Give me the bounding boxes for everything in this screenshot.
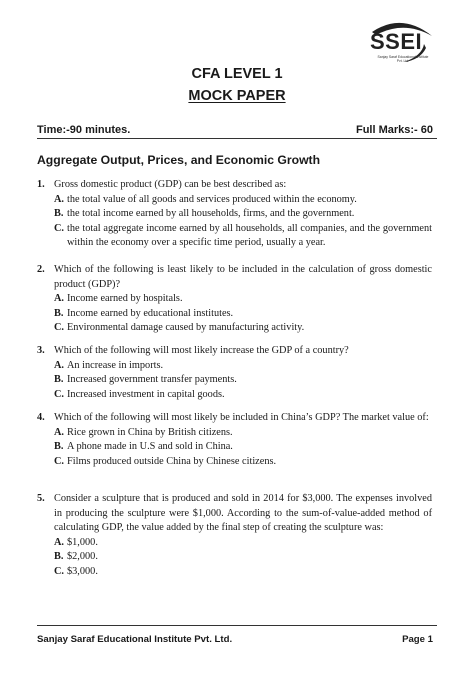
option-letter: B. (54, 374, 64, 385)
option-a (54, 292, 432, 307)
question-number: 2. (37, 264, 45, 275)
option-text: $2,000. (67, 551, 98, 562)
question-stem: Which of the following will most likely increase the GDP of a country? (54, 345, 349, 356)
option-b (54, 207, 432, 222)
option-a (54, 193, 432, 208)
option-letter: B. (54, 307, 64, 319)
question-1 (37, 178, 432, 251)
option-letter: B. (54, 551, 64, 562)
option-letter: C. (54, 455, 65, 467)
footer-institute: Sanjay Saraf Educational Institute Pvt. Ltd. (37, 634, 233, 645)
option-letter: A. (54, 359, 65, 371)
option-letter: B. (54, 441, 64, 452)
option-b (54, 373, 432, 388)
option-text: Increased investment in capital goods. (67, 388, 225, 400)
option-letter: C. (54, 565, 65, 577)
marks-label: Full Marks:- 60 (355, 124, 433, 136)
option-list (54, 292, 432, 336)
question-stem: Gross domestic product (GDP) can be best described as: (54, 179, 287, 190)
header-divider (37, 138, 437, 139)
option-b (54, 440, 432, 455)
option-text: Films produced outside China by Chinese citizens. (67, 455, 277, 467)
option-letter: A. (54, 426, 65, 438)
option-c (54, 455, 432, 470)
page-number: Page 1 (402, 634, 433, 645)
option-a (54, 426, 432, 441)
option-b (54, 307, 432, 322)
option-text: Income earned by educational institutes. (67, 307, 234, 319)
section-heading: Aggregate Output, Prices, and Economic Growth (37, 153, 321, 167)
option-c (54, 321, 432, 336)
option-text: Environmental damage caused by manufacturing activity. (67, 322, 305, 333)
question-number: 1. (37, 179, 45, 190)
option-letter: A. (54, 193, 65, 205)
option-text: Income earned by hospitals. (67, 293, 183, 304)
footer-divider (37, 625, 437, 626)
question-stem: Which of the following will most likely be included in China’s GDP? The market value of: (54, 412, 429, 423)
option-list (54, 193, 432, 251)
option-a (54, 536, 432, 551)
option-text: the total aggregate income earned by all households, all companies, and the government within the economy over a specific time period, usually a year. (67, 222, 432, 248)
option-a (54, 359, 432, 374)
question-stem: Which of the following is least likely to be included in the calculation of gross domestic product (GDP)? (54, 264, 432, 290)
option-text: $3,000. (67, 565, 98, 577)
logo-text: SSEI (370, 29, 423, 54)
question-number: 3. (37, 345, 45, 356)
question-number: 4. (37, 412, 45, 423)
option-c (54, 388, 432, 403)
option-text: Increased government transfer payments. (67, 374, 237, 385)
time-label: Time:-90 minutes. (37, 124, 131, 136)
option-list (54, 426, 432, 470)
option-list (54, 536, 432, 580)
question-stem: Consider a sculpture that is produced and sold in 2014 for $3,000. The expenses involved in producing the sculpture were $1,000. According to the sum-of-value-added method of calculating GDP, the value added by the final step of creating the sculpture was: (54, 493, 432, 533)
question-number: 5. (37, 493, 45, 504)
page-title: CFA LEVEL 1 (191, 66, 283, 82)
question-5 (37, 492, 432, 579)
logo-subtext: Sanjay Saraf Educational Institute Pvt. Ltd. (377, 55, 429, 63)
option-letter: C. (54, 222, 65, 234)
option-letter: B. (54, 208, 64, 219)
ssei-logo (364, 18, 436, 64)
option-letter: A. (54, 536, 65, 548)
option-c (54, 222, 432, 251)
option-c (54, 565, 432, 580)
option-text: the total income earned by all households, firms, and the government. (67, 208, 355, 219)
option-text: An increase in imports. (67, 359, 164, 371)
question-2 (37, 263, 432, 336)
option-text: the total value of all goods and services produced within the economy. (67, 193, 357, 205)
option-letter: C. (54, 388, 65, 400)
option-letter: A. (54, 293, 65, 304)
option-b (54, 550, 432, 565)
page-subtitle: MOCK PAPER (188, 88, 286, 104)
option-text: Rice grown in China by British citizens. (67, 426, 233, 438)
option-text: A phone made in U.S and sold in China. (67, 441, 233, 452)
option-list (54, 359, 432, 403)
question-4 (37, 411, 432, 469)
option-letter: C. (54, 322, 65, 333)
option-text: $1,000. (67, 536, 98, 548)
question-3 (37, 344, 432, 402)
